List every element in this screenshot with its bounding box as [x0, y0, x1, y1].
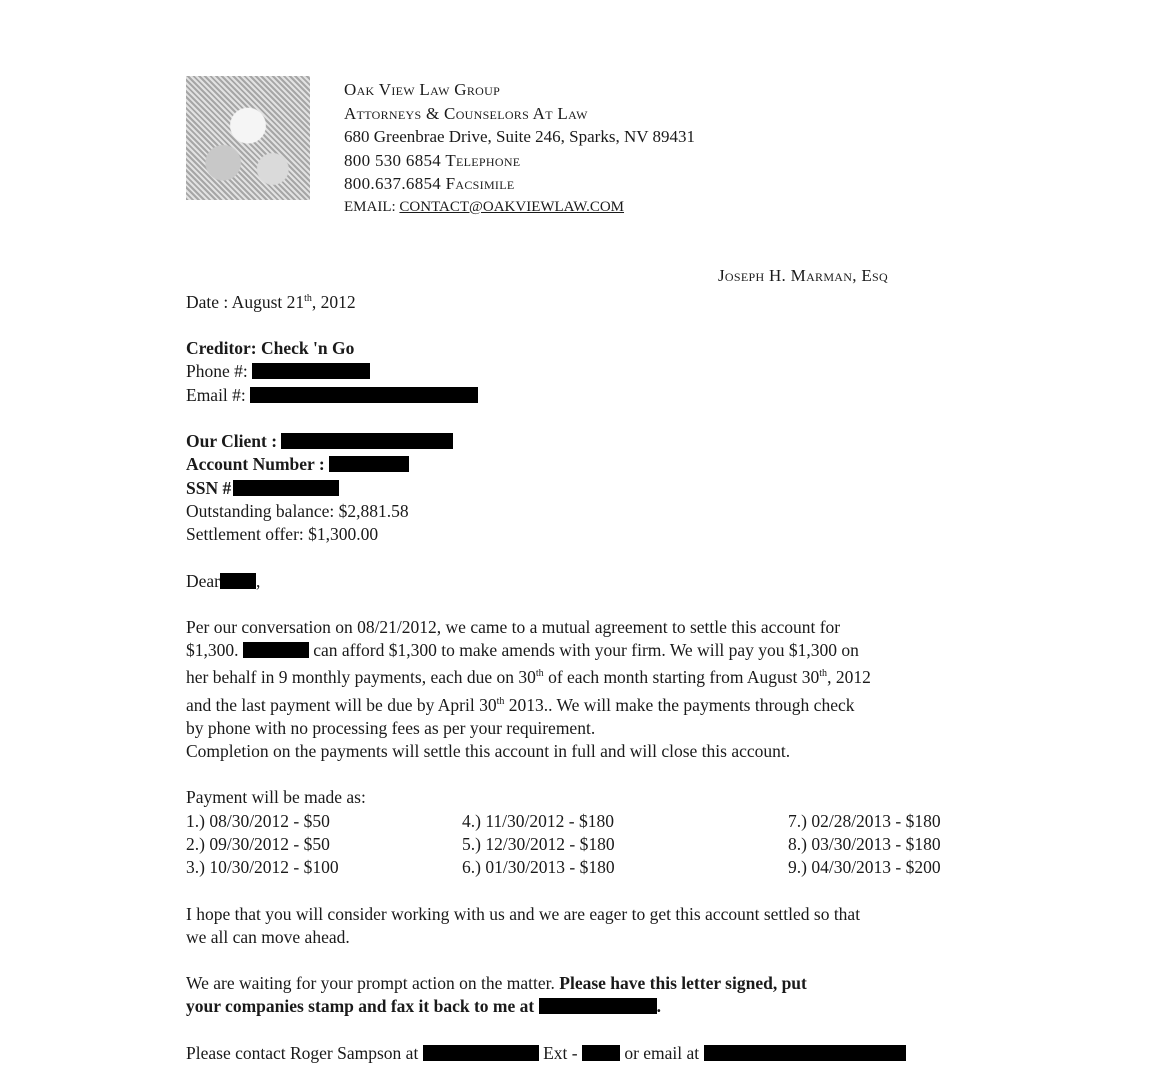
payment-column-3: [788, 810, 941, 880]
firm-logo-image: [186, 76, 310, 200]
redaction-bar: [539, 998, 657, 1014]
payment-column-2: [462, 810, 615, 880]
firm-name: Oak View Law Group: [344, 80, 501, 99]
payment-item: 2.) 09/30/2012 - $50: [186, 833, 330, 854]
redaction-bar: [329, 456, 409, 472]
contact-line: Please contact Roger Sampson at Ext - or email at: [186, 1042, 986, 1065]
payment-item: 4.) 11/30/2012 - $180: [462, 810, 614, 831]
action-paragraph: We are waiting for your prompt action on the matter. Please have this letter signed, put your companies stamp and fax it back to me at .: [186, 973, 807, 1017]
redaction-bar: [252, 363, 370, 379]
letter-body: [186, 287, 986, 1065]
firm-email-line: [344, 196, 695, 220]
client-name: Our Client :: [186, 430, 986, 453]
redaction-bar: [243, 642, 309, 658]
settlement-offer: Settlement offer: $1,300.00: [186, 524, 379, 545]
payment-item: 5.) 12/30/2012 - $180: [462, 833, 615, 854]
redaction-bar: [250, 387, 478, 403]
attorney-name: Joseph H. Marman, Esq: [718, 266, 888, 285]
client-account: Account Number :: [186, 453, 986, 476]
payment-heading: Payment will be made as:: [186, 787, 366, 808]
payment-item: 7.) 02/28/2013 - $180: [788, 810, 941, 831]
redaction-bar: [233, 480, 339, 496]
firm-address: 680 Greenbrae Drive, Suite 246, Sparks, NV 89431: [344, 127, 695, 146]
firm-telephone: 800 530 6854 Telephone: [344, 150, 521, 170]
firm-email-link[interactable]: CONTACT@OAKVIEWLAW.COM: [399, 198, 625, 215]
firm-facsimile: 800.637.6854 Facsimile: [344, 174, 515, 193]
redaction-bar: [423, 1045, 539, 1061]
redaction-bar: [281, 433, 453, 449]
redaction-bar: [704, 1045, 906, 1061]
letterhead: [344, 78, 695, 219]
hope-paragraph: I hope that you will consider working with us and we are eager to get this account settled so that we all can move ahead.: [186, 903, 861, 947]
email-label: EMAIL:: [344, 198, 400, 215]
payment-item: 3.) 10/30/2012 - $100: [186, 857, 339, 878]
client-ssn: SSN #: [186, 477, 986, 500]
payment-item: 6.) 01/30/2013 - $180: [462, 857, 615, 878]
creditor-email: Email #:: [186, 384, 986, 407]
agreement-paragraph: Per our conversation on 08/21/2012, we came to a mutual agreement to settle this account for $1,300. can afford $1,300 to make amends with your firm. We will pay you $1,300 on her behalf in 9 monthly payments, each due on 30th of each month starting from August 30th, 2012 and the last payment will be due by April 30th 2013.. We will make the payments through check by phone with no processing fees as per your requirement. Completion on the payments will settle this account in full and will close this account.: [186, 616, 871, 761]
redaction-bar: [582, 1045, 620, 1061]
redaction-bar: [220, 573, 256, 589]
payment-schedule: [186, 810, 986, 880]
salutation: Dear ,: [186, 570, 261, 591]
creditor-phone: Phone #:: [186, 360, 986, 383]
firm-tagline: Attorneys & Counselors At Law: [344, 103, 588, 123]
payment-item: 1.) 08/30/2012 - $50: [186, 810, 330, 831]
payment-column-1: [186, 810, 339, 880]
creditor-label: Creditor: Check 'n Go: [186, 338, 355, 359]
letter-date: Date : August 21th, 2012: [186, 291, 356, 312]
payment-item: 9.) 04/30/2013 - $200: [788, 857, 941, 878]
payment-item: 8.) 03/30/2013 - $180: [788, 833, 941, 854]
outstanding-balance: Outstanding balance: $2,881.58: [186, 500, 409, 521]
